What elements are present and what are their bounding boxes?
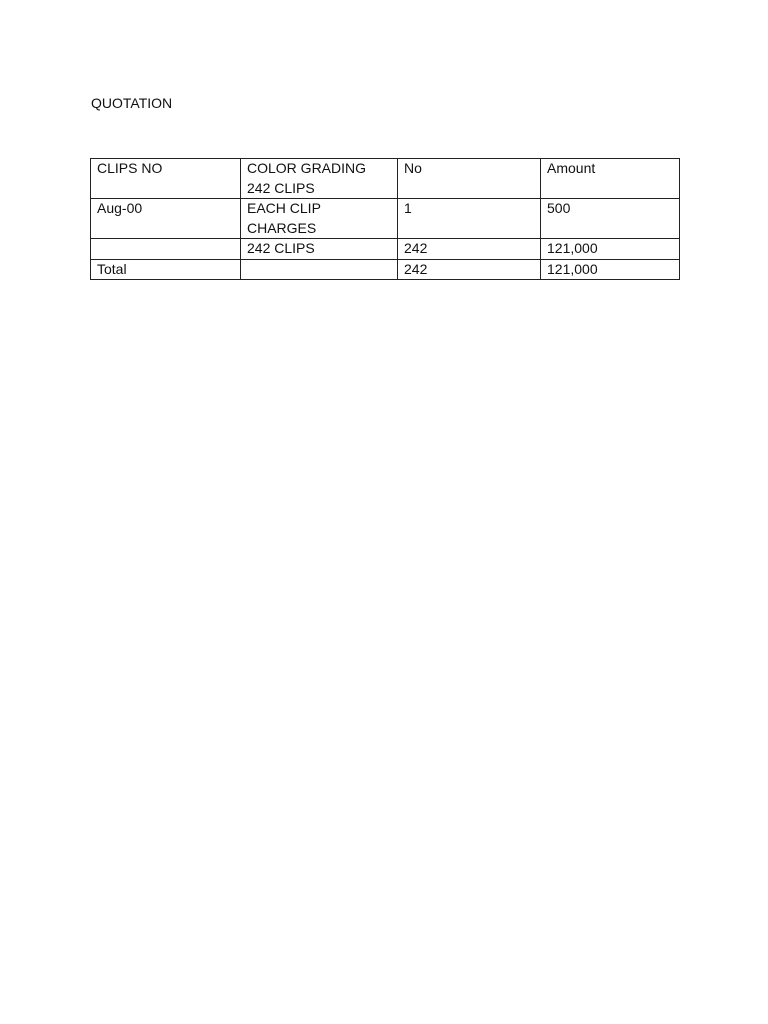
quotation-table bbox=[90, 158, 680, 280]
table-cell: Aug-00 bbox=[91, 199, 241, 239]
table-cell: 1 bbox=[398, 199, 541, 239]
table-cell bbox=[91, 239, 241, 260]
document-title: QUOTATION bbox=[91, 95, 173, 111]
table-row bbox=[91, 239, 680, 260]
table-cell bbox=[241, 259, 398, 280]
table-cell: 242 CLIPS bbox=[241, 239, 398, 260]
table-cell: EACH CLIP CHARGES bbox=[241, 199, 398, 239]
table-total-row bbox=[91, 259, 680, 280]
table-cell: 500 bbox=[541, 199, 680, 239]
total-amount-cell: 121,000 bbox=[541, 259, 680, 280]
header-cell-no: No bbox=[398, 159, 541, 199]
table-row bbox=[91, 199, 680, 239]
header-cell-description: COLOR GRADING 242 CLIPS bbox=[241, 159, 398, 199]
header-cell-clips-no: CLIPS NO bbox=[91, 159, 241, 199]
header-cell-amount: Amount bbox=[541, 159, 680, 199]
total-count-cell: 242 bbox=[398, 259, 541, 280]
table-header-row bbox=[91, 159, 680, 199]
table-cell: 242 bbox=[398, 239, 541, 260]
total-label-cell: Total bbox=[91, 259, 241, 280]
table-cell: 121,000 bbox=[541, 239, 680, 260]
